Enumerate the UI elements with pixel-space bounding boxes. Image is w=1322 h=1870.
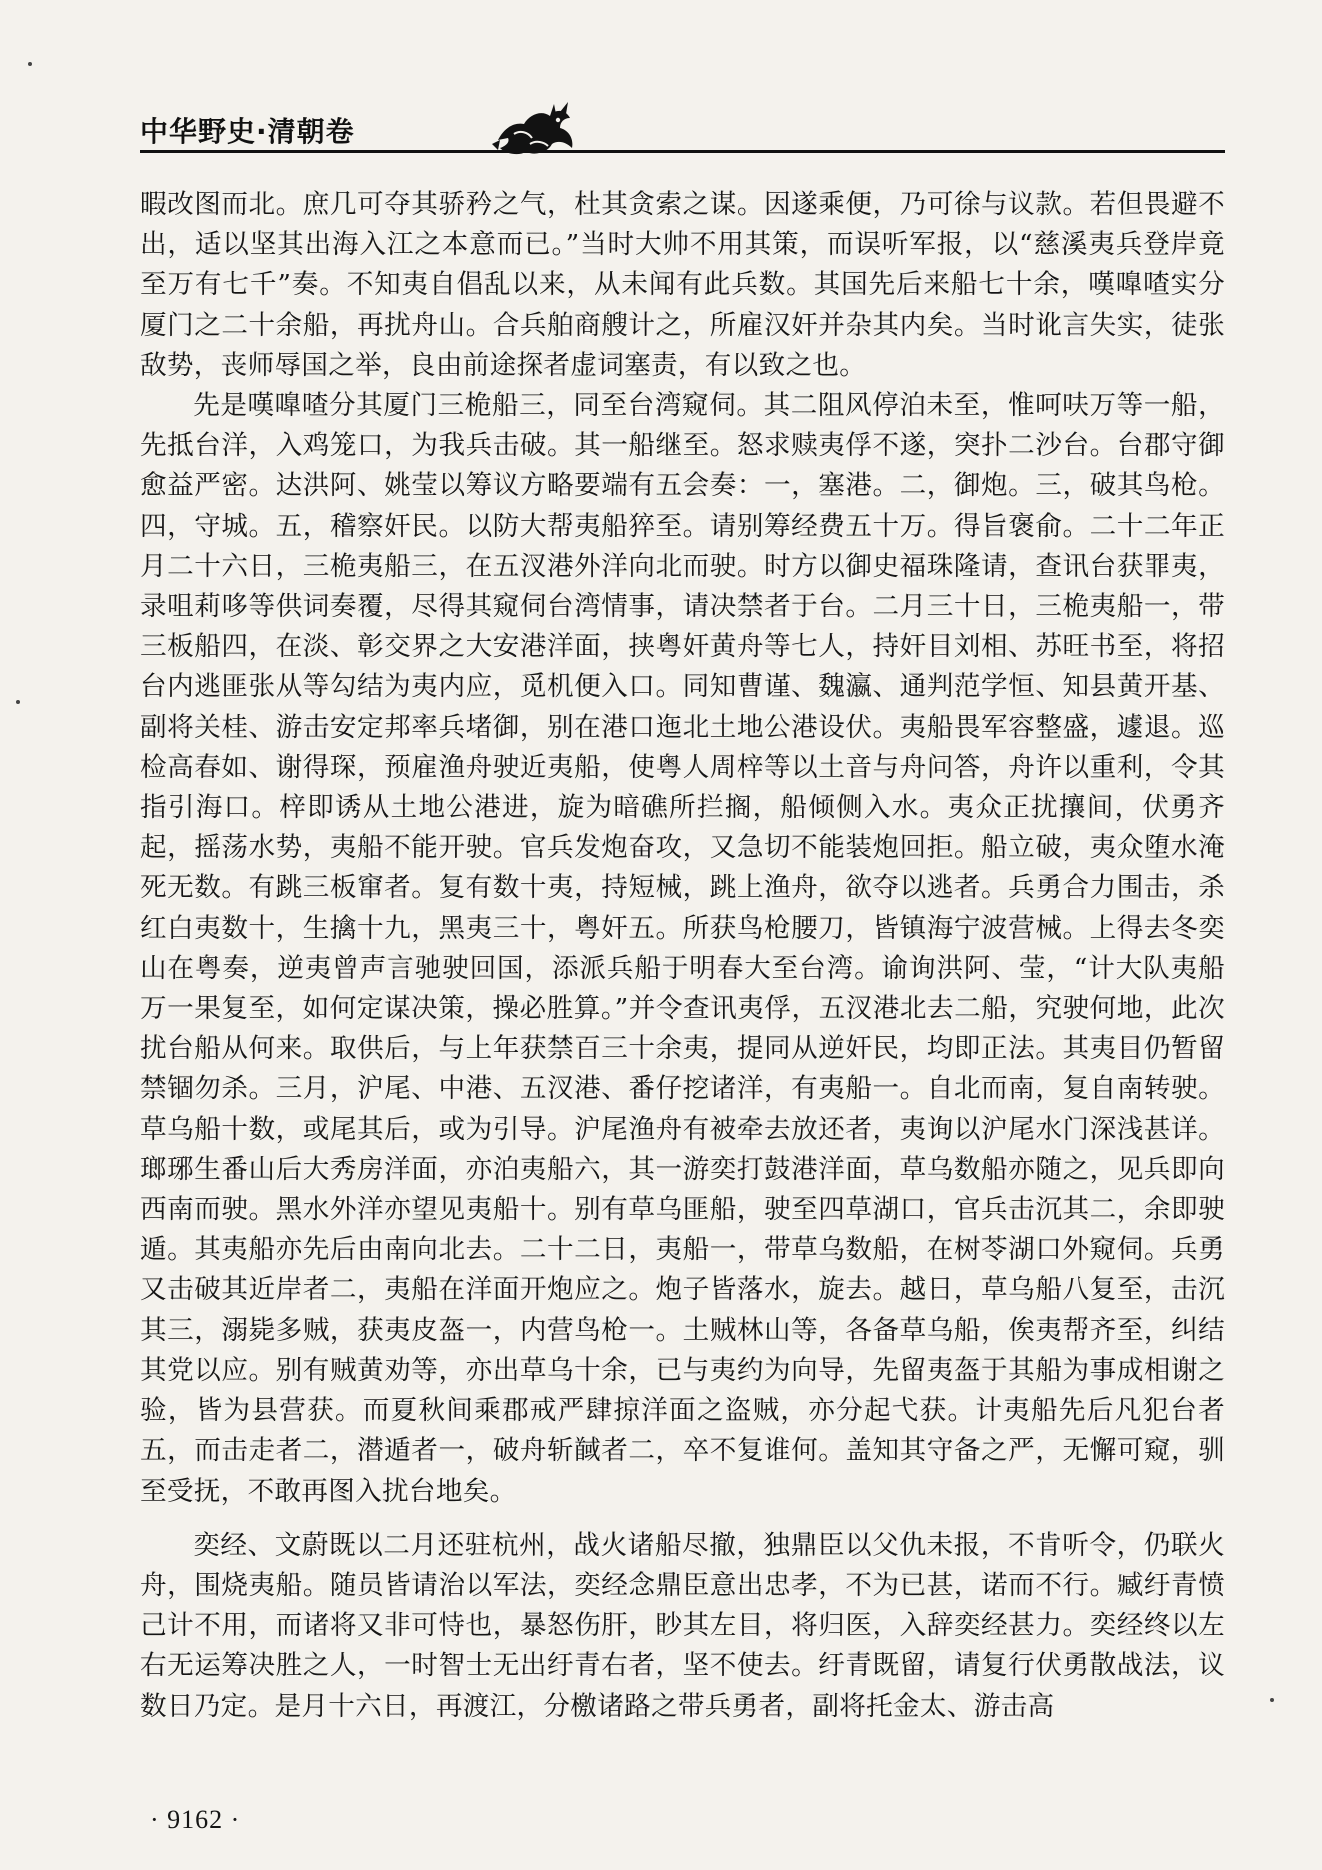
body-text <box>140 185 1225 1727</box>
paragraph-3: 奕经、文蔚既以二月还驻杭州，战火诸船尽撤，独鼎臣以父仇未报，不肯听令，仍联火舟，围烧夷船。随员皆请治以军法，奕经念鼎臣意出忠孝，不为已甚，诺而不行。臧纡青愤己计不用，而诸将又非可恃也，暴怒伤肝，眇其左目，将归医，入辞奕经甚力。奕经终以左右无运筹决胜之人，一时智士无出纡青右者，坚不使去。纡青既留，请复行伏勇散战法，议数日乃定。是月十六日，再渡江，分檄诸路之带兵勇者，副将托金太、游击高 <box>140 1529 1225 1722</box>
scan-speck <box>16 700 20 704</box>
header-rule <box>140 150 1225 153</box>
scan-speck <box>1270 1698 1274 1702</box>
running-header <box>140 100 1240 160</box>
paragraph-1: 暇改图而北。庶几可夺其骄矜之气，杜其贪索之谋。因遂乘便，乃可徐与议款。若但畏避不出，适以坚其出海入江之本意而已。”当时大帅不用其策，而误听军报，以“慈溪夷兵登岸竟至万有七千”奏。不知夷自倡乱以来，从未闻有此兵数。其国先后来船七十余，嘆嘷喳实分厦门之二十余船，再扰舟山。合兵舶商艘计之，所雇汉奸并杂其内矣。当时讹言失实，徒张敌势，丧师辱国之举，良由前途探者虚词塞责，有以致之也。 <box>140 189 1225 381</box>
page-number: · 9162 · <box>150 1805 241 1834</box>
book-title: 中华野史·清朝卷 <box>140 115 355 148</box>
scan-speck <box>28 62 32 66</box>
paragraph-2: 先是嘆嘷喳分其厦门三桅船三，同至台湾窥伺。其二阻风停泊未至，惟呵呋万等一船，先抵台洋，入鸡笼口，为我兵击破。其一船继至。怒求赎夷俘不遂，突扑二沙台。台郡守御愈益严密。达洪阿、姚莹以筹议方略要端有五会奏：一，塞港。二，御炮。三，破其鸟枪。四，守城。五，稽察奸民。以防大帮夷船猝至。请别筹经费五十万。得旨褒俞。二十二年正月二十六日，三桅夷船三，在五汊港外洋向北而驶。时方以御史福珠隆请，查讯台获罪夷，录咀莉哆等供词奏覆，尽得其窥伺台湾情事，请决禁者于台。二月三十日，三桅夷船一，带三板船四，在淡、彰交界之大安港洋面，挟粤奸黄舟等七人，持奸目刘相、苏旺书至，将招台内逃匪张从等勾结为夷内应，觅机便入口。同知曹谨、魏瀛、通判范学恒、知县黄开基、副将关桂、游击安定邦率兵堵御，别在港口迤北土地公港设伏。夷船畏军容整盛，遽退。巡检高春如、谢得琛，预雇渔舟驶近夷船，使粤人周梓等以土音与舟问答，舟许以重利，令其指引海口。梓即诱从土地公港进，旋为暗礁所拦搁，船倾侧入水。夷众正扰攘间，伏勇齐起，摇荡水势，夷船不能开驶。官兵发炮奋攻，又急切不能装炮回拒。船立破，夷众堕水淹死无数。有跳三板窜者。复有数十夷，持短械，跳上渔舟，欲夺以逃者。兵勇合力围击，杀红白夷数十，生擒十九，黑夷三十，粤奸五。所获鸟枪腰刀，皆镇海宁波营械。上得去冬奕山在粤奏，逆夷曾声言驰驶回国，添派兵船于明春大至台湾。谕询洪阿、莹，“计大队夷船万一果复至，如何定谋决策，操必胜算。”并令查讯夷俘，五汊港北去二船，究驶何地，此次扰台船从何来。取供后，与上年获禁百三十余夷，提同从逆奸民，均即正法。其夷目仍暂留禁锢勿杀。三月，沪尾、中港、五汊港、番仔挖诸洋，有夷船一。自北而南，复自南转驶。草乌船十数，或尾其后，或为引导。沪尾渔舟有被牵去放还者，夷询以沪尾水门深浅甚详。瑯琊生番山后大秀房洋面，亦泊夷船六，其一游奕打鼓港洋面，草乌数船亦随之，见兵即向西南而驶。黑水外洋亦望见夷船十。别有草乌匪船，驶至四草湖口，官兵击沉其二，余即驶遁。其夷船亦先后由南向北去。二十二日，夷船一，带草乌数船，在树苓湖口外窥伺。兵勇又击破其近岸者二，夷船在洋面开炮应之。炮子皆落水，旋去。越日，草乌船八复至，击沉其三，溺毙多贼，获夷皮盔一，内营鸟枪一。土贼林山等，各备草乌船，俟夷帮齐至，纠结其党以应。别有贼黄劝等，亦出草乌十余，已与夷约为向导，先留夷盔于其船为事成相谢之验，皆为县营获。而夏秋间乘郡戒严肆掠洋面之盗贼，亦分起弋获。计夷船先后凡犯台者五，而击走者二，潜遁者一，破舟斩馘者二，卒不复谁何。盖知其守备之严，无懈可窥，驯至受抚，不敢再图入扰台地矣。 <box>140 390 1225 1507</box>
